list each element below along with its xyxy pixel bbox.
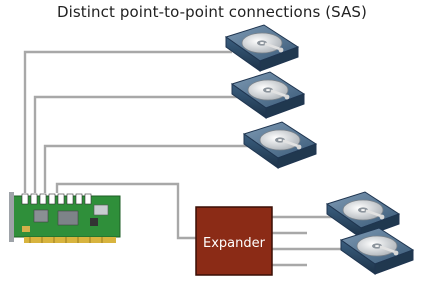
hard-drive-icon [327,192,399,238]
cable-to-drive-3 [45,146,250,193]
hard-drive-icon [226,25,298,71]
hba-card-icon [9,192,120,243]
diagram-title: Distinct point-to-point connections (SAS) [56,3,368,21]
expander-box [196,207,272,275]
hard-drive-icon [244,122,316,168]
cable-to-drive-1 [25,52,232,193]
expander-label: Expander [203,236,265,251]
hard-drive-icon [232,72,304,118]
hard-drive-icon [341,228,413,274]
